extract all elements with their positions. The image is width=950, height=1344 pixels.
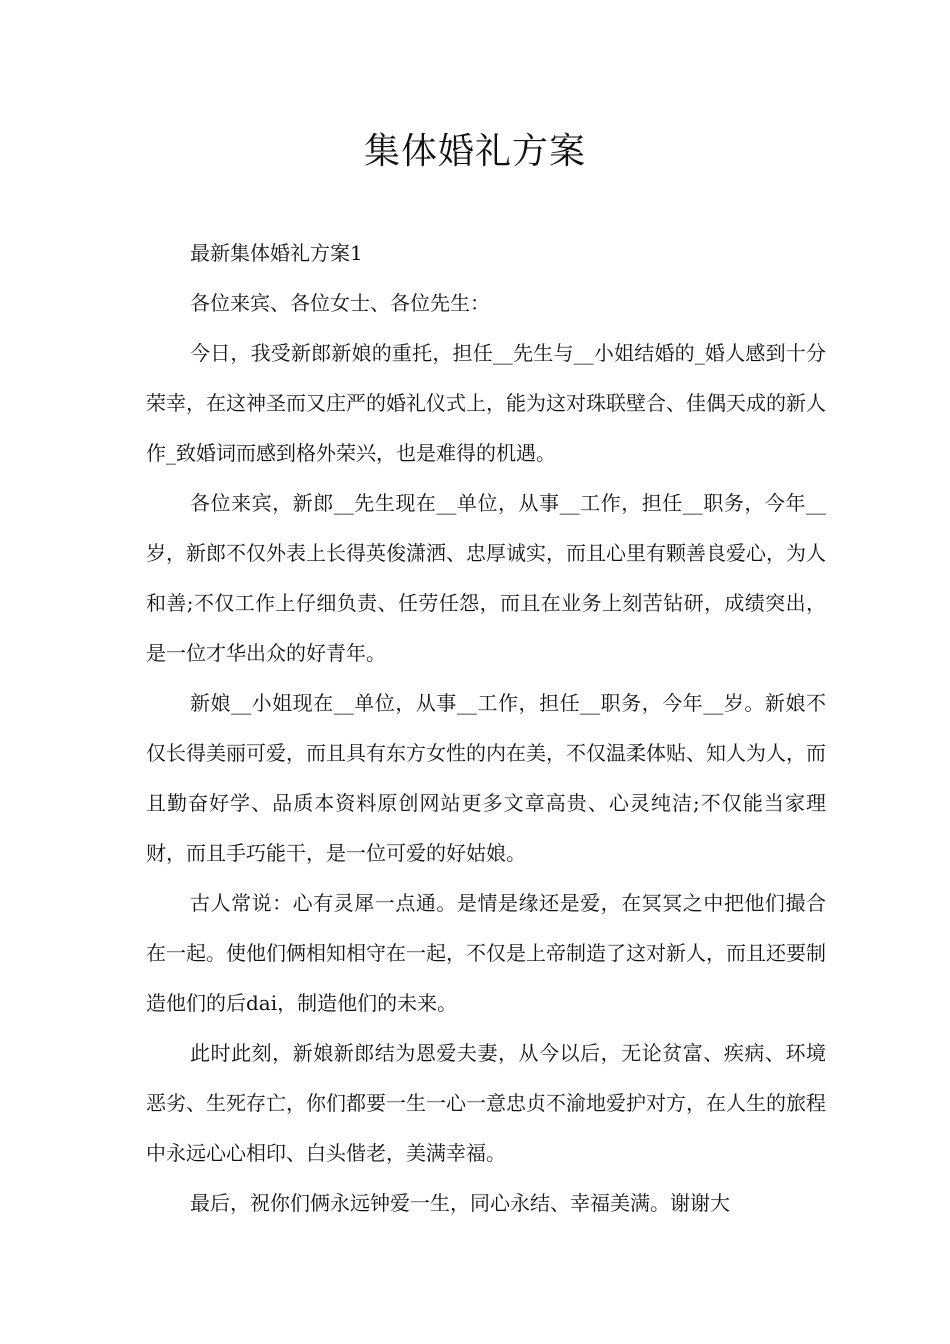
paragraph-salutation: 各位来宾、各位女士、各位先生：: [190, 291, 490, 315]
paragraph-subtitle: 最新集体婚礼方案1: [190, 241, 363, 265]
paragraph-bride: 新娘__小姐现在__单位，从事__工作，担任__职务，今年__岁。新娘不仅长得美丽可爱，而且具有东方女性的内在美，不仅温柔体贴、知人为人，而且勤奋好学、品质本资料原创网站更多文章高贵、心灵纯洁;不仅能当家理财，而且手巧能干，是一位可爱的好姑娘。: [146, 691, 826, 865]
paragraph-groom: 各位来宾，新郎__先生现在__单位，从事__工作，担任__职务，今年__岁，新郎不仅外表上长得英俊潇洒、忠厚诚实，而且心里有颗善良爱心，为人和善;不仅工作上仔细负责、任劳任怨，而且在业务上刻苦钻研，成绩突出，是一位才华出众的好青年。: [146, 491, 826, 665]
document-title: 集体婚礼方案: [363, 131, 586, 172]
paragraph-opening: 今日，我受新郎新娘的重托，担任__先生与__小姐结婚的_婚人感到十分荣幸，在这神圣而又庄严的婚礼仪式上，能为这对珠联壁合、佳偶天成的新人作_致婚词而感到格外荣兴，也是难得的机遇。: [146, 341, 826, 465]
paragraph-fate: 古人常说：心有灵犀一点通。是情是缘还是爱，在冥冥之中把他们撮合在一起。使他们俩相知相守在一起，不仅是上帝制造了这对新人，而且还要制造他们的后dai，制造他们的未来。: [146, 891, 826, 1015]
paragraph-vows: 此时此刻，新娘新郎结为恩爱夫妻，从今以后，无论贫富、疾病、环境恶劣、生死存亡，你们都要一生一心一意忠贞不渝地爱护对方，在人生的旅程中永远心心相印、白头偕老，美满幸福。: [146, 1041, 826, 1165]
document-body: [146, 228, 826, 1228]
paragraph-closing: 最后，祝你们俩永远钟爱一生，同心永结、幸福美满。谢谢大: [190, 1191, 730, 1215]
